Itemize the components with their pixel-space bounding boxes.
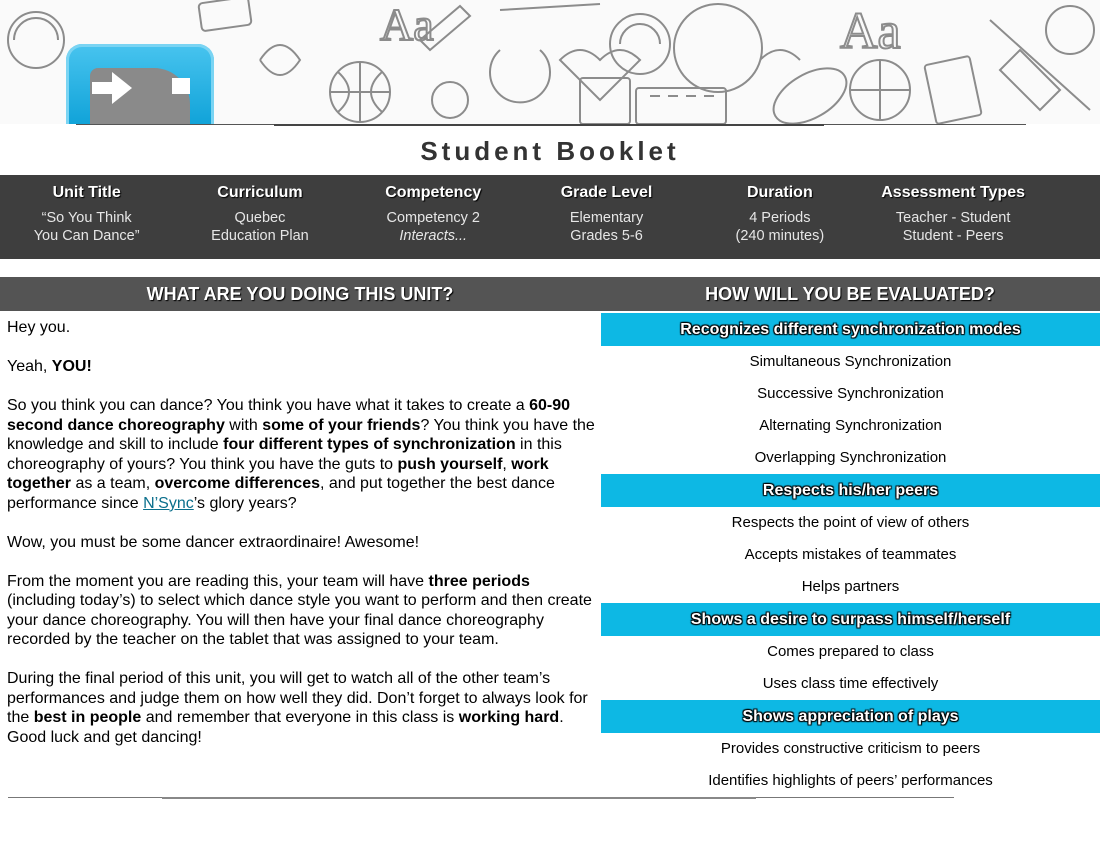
info-heading: Assessment Types bbox=[881, 184, 1026, 201]
info-value: Quebec bbox=[234, 210, 286, 226]
info-value: You Can Dance” bbox=[33, 228, 140, 244]
criterion-heading: Shows a desire to surpass himself/herself bbox=[601, 603, 1100, 636]
svg-text:Aa: Aa bbox=[840, 3, 901, 60]
paragraph: Wow, you must be some dancer extraordinaire! Awesome! bbox=[7, 533, 420, 551]
info-value: Education Plan bbox=[211, 228, 309, 244]
nsync-link[interactable]: N’Sync bbox=[143, 494, 194, 512]
app-logo bbox=[66, 44, 214, 124]
info-competency bbox=[347, 175, 520, 259]
info-heading: Competency bbox=[385, 184, 482, 201]
criterion-item: Accepts mistakes of teammates bbox=[744, 546, 957, 563]
criterion-item: Uses class time effectively bbox=[762, 675, 939, 692]
info-duration bbox=[693, 175, 866, 259]
criterion-item: Simultaneous Synchronization bbox=[749, 353, 952, 370]
info-heading: Grade Level bbox=[560, 184, 653, 201]
evaluation-criteria bbox=[601, 313, 1100, 797]
info-value: Interacts... bbox=[399, 228, 468, 244]
criterion-item: Provides constructive criticism to peers bbox=[720, 740, 981, 757]
footer-divider-accent bbox=[162, 797, 756, 799]
criterion-item: Comes prepared to class bbox=[767, 643, 934, 660]
info-value: (240 minutes) bbox=[735, 228, 825, 244]
info-value: “So You Think bbox=[41, 210, 132, 226]
criterion-item: Overlapping Synchronization bbox=[754, 449, 947, 466]
paragraph: So you think you can dance? You think you have what it takes to create a 60-90 second dance choreography with some of your friends? You think you have the knowledge and skill to include four different types of synchronization in this choreography of yours? You think you have the guts to push yourself, work together as a team, overcome differences, and put together the best dance performance since N’Sync’s glory years? bbox=[7, 397, 595, 512]
doodle-banner bbox=[0, 0, 1100, 124]
info-heading: Curriculum bbox=[217, 184, 303, 201]
info-grade-level bbox=[520, 175, 693, 259]
info-heading: Unit Title bbox=[52, 184, 121, 201]
criterion-heading: Shows appreciation of plays bbox=[601, 700, 1100, 733]
paragraph: Hey you. bbox=[7, 319, 71, 336]
info-value: Competency 2 bbox=[386, 210, 480, 226]
info-value: Elementary bbox=[569, 210, 644, 226]
criterion-item: Helps partners bbox=[801, 578, 900, 595]
paragraph: During the final period of this unit, you will get to watch all of the other team’s performances and judge them on how well they did. Don’t forget to always look for the best in people and remember that everyone in this class is working hard. Good luck and get dancing! bbox=[7, 670, 588, 746]
info-value: 4 Periods bbox=[749, 210, 811, 226]
info-value: Student - Peers bbox=[902, 228, 1004, 244]
criterion-heading: Respects his/her peers bbox=[601, 474, 1100, 507]
info-heading: Duration bbox=[746, 184, 813, 201]
section-title-unit: WHAT ARE YOU DOING THIS UNIT? bbox=[146, 284, 454, 304]
info-value: Grades 5-6 bbox=[570, 228, 643, 244]
section-title-evaluation: HOW WILL YOU BE EVALUATED? bbox=[705, 284, 995, 304]
unit-description bbox=[7, 318, 595, 767]
info-assessment-types bbox=[866, 175, 1039, 259]
page-title: Student Booklet bbox=[420, 136, 680, 166]
section-header-bar bbox=[0, 277, 1100, 311]
svg-text:Aa: Aa bbox=[380, 0, 434, 50]
paragraph: From the moment you are reading this, your team will have three periods (including today’s) to select which dance style you want to perform and then create your dance choreography. You will then have your final dance choreography recorded by the teacher on the tablet that was assigned to your team. bbox=[7, 572, 592, 648]
info-value: Teacher - Student bbox=[895, 210, 1011, 226]
header-divider-accent bbox=[274, 124, 824, 126]
criterion-item: Respects the point of view of others bbox=[731, 514, 970, 531]
criterion-heading: Recognizes different synchronization modes bbox=[601, 313, 1100, 346]
criterion-item: Alternating Synchronization bbox=[759, 417, 942, 434]
paragraph: Yeah, YOU! bbox=[7, 358, 92, 375]
info-curriculum bbox=[173, 175, 346, 259]
criterion-item: Successive Synchronization bbox=[757, 385, 944, 402]
logo-shape bbox=[90, 68, 190, 124]
arrow-logo-icon bbox=[90, 68, 134, 108]
info-unit-title bbox=[0, 175, 173, 259]
unit-info-band bbox=[0, 175, 1100, 259]
criterion-item: Identifies highlights of peers’ performances bbox=[708, 772, 993, 789]
